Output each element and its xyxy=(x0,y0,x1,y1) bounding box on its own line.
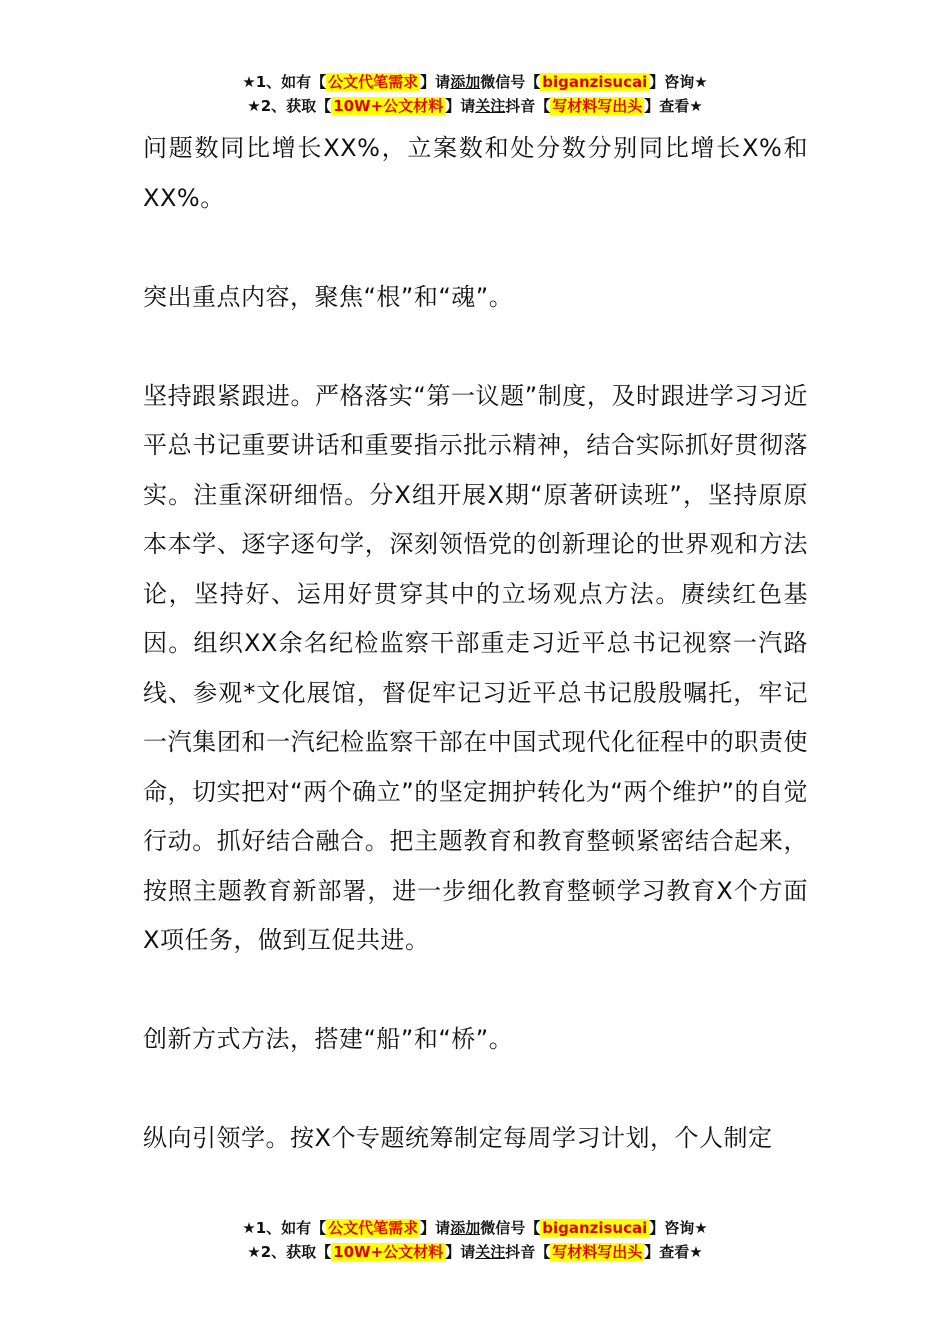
highlight-douyin-account: 写材料写出头 xyxy=(552,97,643,115)
highlight-service: 公文代笔需求 xyxy=(328,1219,419,1237)
highlight-materials: 10W+公文材料 xyxy=(333,97,444,115)
top-banner xyxy=(0,70,950,118)
document-body xyxy=(143,124,808,1164)
banner-line-2: ★2、获取【 10W+公文材料 】请关注抖音【 写材料写出头 】查看★ xyxy=(247,97,703,115)
highlight-wechat-id: biganzisucai xyxy=(542,1219,648,1237)
paragraph-3: 坚持跟紧跟进。严格落实“第一议题”制度，及时跟进学习习近平总书记重要讲话和重要指示批示精神，结合实际抓好贯彻落实。注重深研细悟。分X组开展X期“原著研读班”，坚持原原本本学、逐字逐句学，深刻领悟党的创新理论的世界观和方法论，坚持好、运用好贯穿其中的立场观点方法。赓续红色基因。组织XX余名纪检监察干部重走习近平总书记视察一汽路线、参观*文化展馆，督促牢记习近平总书记殷殷嘱托，牢记一汽集团和一汽纪检监察干部在中国式现代化征程中的职责使命，切实把对“两个确立”的坚定拥护转化为“两个维护”的自觉行动。抓好结合融合。把主题教育和教育整顿紧密结合起来，按照主题教育新部署，进一步细化教育整顿学习教育X个方面X项任务，做到互促共进。 xyxy=(143,381,808,954)
highlight-service: 公文代笔需求 xyxy=(328,73,419,91)
highlight-materials: 10W+公文材料 xyxy=(333,1243,444,1261)
bottom-banner xyxy=(0,1216,950,1264)
paragraph-2-heading: 突出重点内容，聚焦“根”和“魂”。 xyxy=(143,282,514,311)
banner-line-2: ★2、获取【 10W+公文材料 】请关注抖音【 写材料写出头 】查看★ xyxy=(247,1243,703,1261)
highlight-wechat-id: biganzisucai xyxy=(542,73,648,91)
banner-line-1: ★1、如有【 公文代笔需求 】请添加微信号【 biganzisucai 】咨询★ xyxy=(242,73,708,91)
highlight-douyin-account: 写材料写出头 xyxy=(552,1243,643,1261)
paragraph-4-heading: 创新方式方法，搭建“船”和“桥”。 xyxy=(143,1025,514,1053)
banner-line-1: ★1、如有【 公文代笔需求 】请添加微信号【 biganzisucai 】咨询★ xyxy=(242,1219,708,1237)
paragraph-5: 纵向引领学。按X个专题统筹制定每周学习计划，个人制定 xyxy=(143,1124,773,1152)
paragraph-1: 问题数同比增长XX%，立案数和处分数分别同比增长X%和XX%。 xyxy=(143,134,808,212)
